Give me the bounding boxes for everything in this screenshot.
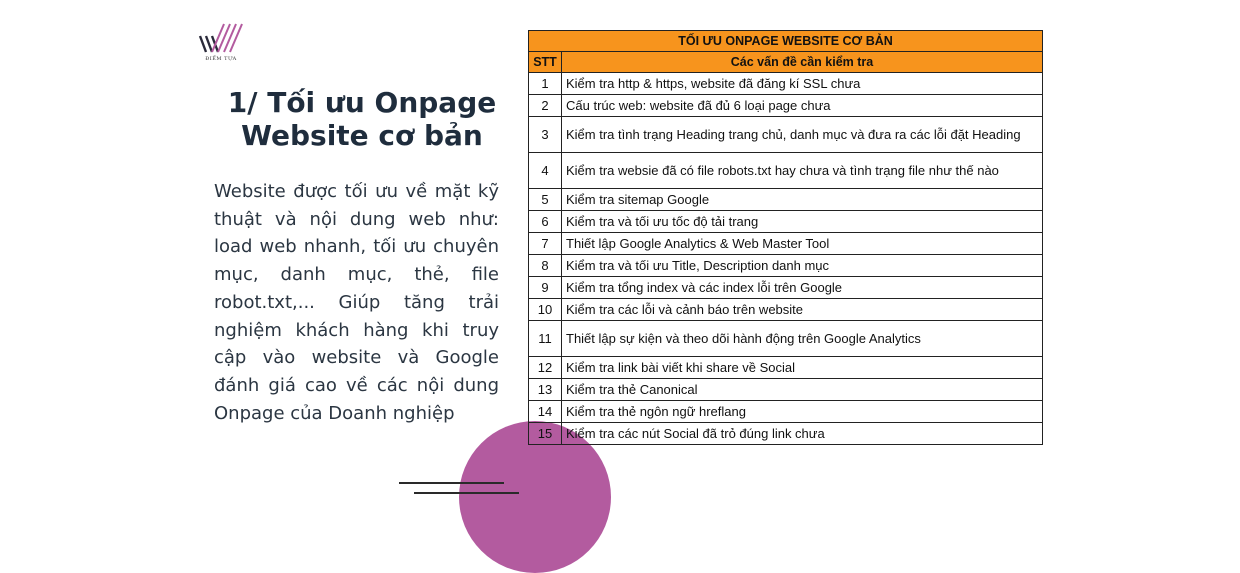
row-text: Kiểm tra thẻ ngôn ngữ hreflang xyxy=(562,401,1043,423)
table-row xyxy=(529,153,1043,189)
row-text: Kiểm tra sitemap Google xyxy=(562,189,1043,211)
row-number: 10 xyxy=(529,299,562,321)
table-title-row xyxy=(529,31,1043,52)
row-text: Kiểm tra và tối ưu Title, Description danh mục xyxy=(562,255,1043,277)
row-number: 6 xyxy=(529,211,562,233)
heading-line-1: 1/ Tối ưu Onpage xyxy=(227,86,497,119)
row-text: Kiểm tra và tối ưu tốc độ tải trang xyxy=(562,211,1043,233)
row-text: Kiểm tra các nút Social đã trỏ đúng link chưa xyxy=(562,423,1043,445)
row-number: 12 xyxy=(529,357,562,379)
onpage-checklist-table xyxy=(528,30,1043,445)
table-row xyxy=(529,189,1043,211)
table-row xyxy=(529,211,1043,233)
table-row xyxy=(529,73,1043,95)
row-text: Thiết lập Google Analytics & Web Master Tool xyxy=(562,233,1043,255)
row-text: Kiểm tra http & https, website đã đăng kí SSL chưa xyxy=(562,73,1043,95)
row-text: Kiểm tra websie đã có file robots.txt hay chưa và tình trạng file như thế nào xyxy=(562,153,1043,189)
row-number: 15 xyxy=(529,423,562,445)
table-row xyxy=(529,423,1043,445)
table-row xyxy=(529,401,1043,423)
table-row xyxy=(529,117,1043,153)
row-number: 1 xyxy=(529,73,562,95)
row-number: 2 xyxy=(529,95,562,117)
logo-text: ĐIỂM TỰA xyxy=(205,56,237,62)
row-number: 14 xyxy=(529,401,562,423)
table-header-row xyxy=(529,52,1043,73)
table-row xyxy=(529,357,1043,379)
row-text: Kiểm tra tổng index và các index lỗi trên Google xyxy=(562,277,1043,299)
table-row xyxy=(529,95,1043,117)
row-number: 7 xyxy=(529,233,562,255)
table-row xyxy=(529,277,1043,299)
table-row xyxy=(529,321,1043,357)
row-number: 8 xyxy=(529,255,562,277)
row-number: 5 xyxy=(529,189,562,211)
table-row xyxy=(529,233,1043,255)
table-row xyxy=(529,379,1043,401)
row-text: Kiểm tra thẻ Canonical xyxy=(562,379,1043,401)
section-heading xyxy=(214,86,510,152)
column-header-stt: STT xyxy=(529,52,562,73)
row-text: Kiểm tra tình trạng Heading trang chủ, danh mục và đưa ra các lỗi đặt Heading xyxy=(562,117,1043,153)
row-number: 13 xyxy=(529,379,562,401)
table-row xyxy=(529,255,1043,277)
row-number: 3 xyxy=(529,117,562,153)
heading-line-2: Website cơ bản xyxy=(241,119,483,152)
table-title: TỐI ƯU ONPAGE WEBSITE CƠ BẢN xyxy=(529,31,1043,52)
row-number: 9 xyxy=(529,277,562,299)
table-row xyxy=(529,299,1043,321)
row-text: Kiểm tra các lỗi và cảnh báo trên website xyxy=(562,299,1043,321)
description-paragraph: Website được tối ưu về mặt kỹ thuật và nội dung web như: load web nhanh, tối ưu chuyên mục, danh mục, thẻ, file robot.txt,... Giúp tăng trải nghiệm khách hàng khi truy cập vào website và Google đánh giá cao về các nội dung Onpage của Doanh nghiệp xyxy=(214,181,499,424)
row-text: Thiết lập sự kiện và theo dõi hành động trên Google Analytics xyxy=(562,321,1043,357)
row-text: Cấu trúc web: website đã đủ 6 loại page chưa xyxy=(562,95,1043,117)
row-text: Kiểm tra link bài viết khi share về Social xyxy=(562,357,1043,379)
row-number: 11 xyxy=(529,321,562,357)
decorative-line xyxy=(399,482,504,484)
decorative-line xyxy=(414,492,519,494)
column-header-issue: Các vấn đề cần kiểm tra xyxy=(562,52,1043,73)
row-number: 4 xyxy=(529,153,562,189)
